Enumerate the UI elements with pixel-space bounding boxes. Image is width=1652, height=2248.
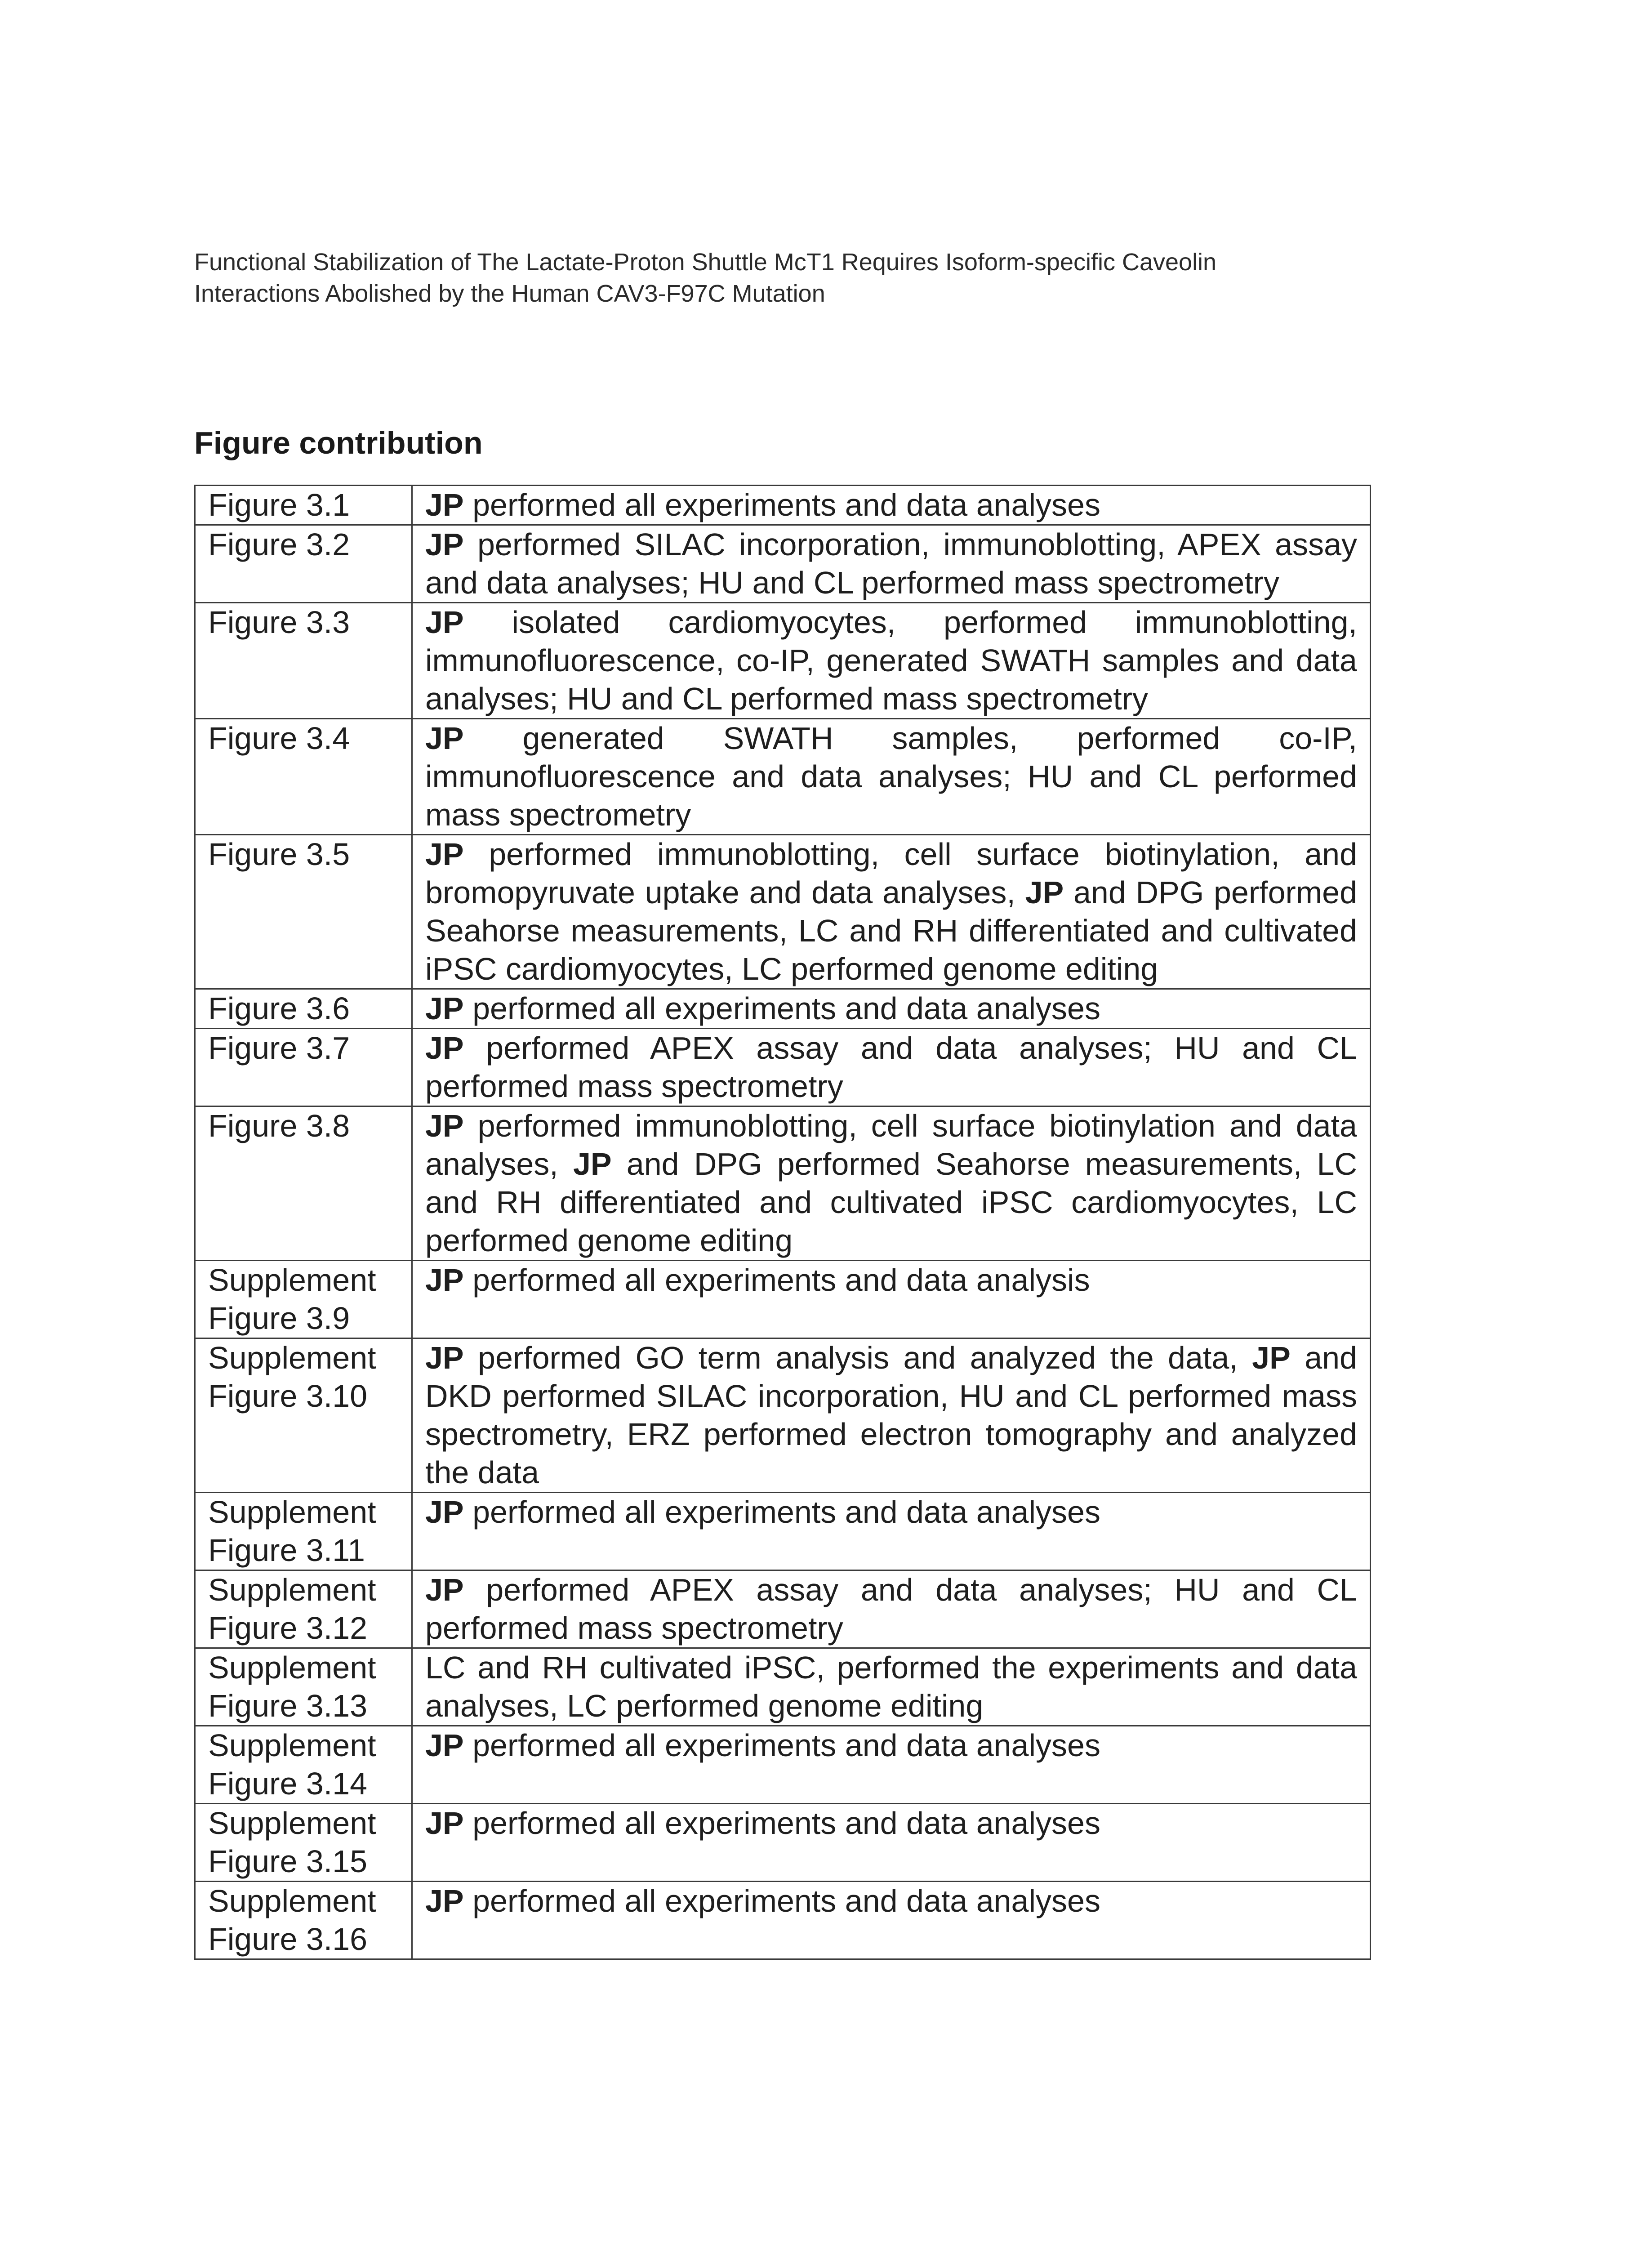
figure-label-cell [195, 1261, 412, 1338]
figure-label-line: Supplement [208, 1883, 376, 1918]
contribution-cell [412, 1726, 1371, 1804]
contribution-text: performed all experiments and data analyses [463, 1494, 1100, 1530]
contribution-text: performed immunoblotting, cell surface biotinylation, and bromopyruvate uptake and data analyses, [425, 837, 1357, 910]
section-title: Figure contribution [194, 425, 483, 460]
figure-label-cell [195, 1029, 412, 1106]
table-row [195, 989, 1371, 1029]
author-initials: JP [573, 1146, 612, 1182]
table-row [195, 1882, 1371, 1959]
contribution-text: and DPG performed Seahorse measurements, LC and RH differentiated and cultivated iPSC cardiomyocytes, LC performed genome editing [425, 1146, 1357, 1258]
running-header [194, 246, 1385, 309]
contribution-cell [412, 1804, 1371, 1882]
author-initials: JP [425, 1572, 464, 1607]
figure-label-line: Figure 3.10 [208, 1378, 368, 1414]
author-initials: JP [425, 1340, 464, 1375]
contribution-text: performed all experiments and data analysis [463, 1262, 1090, 1298]
figure-label-line: Figure 3.6 [208, 991, 350, 1026]
running-header-line-2: Interactions Abolished by the Human CAV3-F97C Mutation [194, 280, 825, 307]
contribution-cell [412, 1261, 1371, 1338]
figure-label-cell [195, 1804, 412, 1882]
author-initials: JP [425, 837, 464, 872]
contribution-cell [412, 1493, 1371, 1570]
figure-label-line: Supplement [208, 1572, 376, 1607]
contribution-text: performed GO term analysis and analyzed the data, [463, 1340, 1252, 1375]
author-initials: JP [425, 1806, 464, 1841]
table-row [195, 1726, 1371, 1804]
author-initials: JP [1025, 875, 1064, 910]
contribution-text: performed all experiments and data analyses [463, 487, 1100, 522]
figure-label-line: Figure 3.1 [208, 487, 350, 522]
contribution-text: LC and RH cultivated iPSC, performed the experiments and data analyses, LC performed genome editing [425, 1650, 1357, 1723]
author-initials: JP [425, 605, 464, 640]
contribution-cell [412, 1338, 1371, 1493]
running-header-line-1: Functional Stabilization of The Lactate-Proton Shuttle McT1 Requires Isoform-specific Caveolin [194, 249, 1217, 276]
author-initials: JP [425, 1108, 464, 1143]
table-row [195, 603, 1371, 719]
figure-label-line: Figure 3.7 [208, 1030, 350, 1066]
figure-label-line: Supplement [208, 1494, 376, 1530]
figure-label-cell [195, 1726, 412, 1804]
figure-label-line: Figure 3.16 [208, 1922, 368, 1957]
figure-label-line: Supplement [208, 1650, 376, 1685]
figure-label-line: Figure 3.3 [208, 605, 350, 640]
figure-label-cell [195, 1338, 412, 1493]
figure-label-cell [195, 989, 412, 1029]
table-row [195, 525, 1371, 603]
table-row [195, 1570, 1371, 1648]
figure-label-cell [195, 1493, 412, 1570]
contribution-cell [412, 1570, 1371, 1648]
contribution-cell [412, 1882, 1371, 1959]
figure-label-cell [195, 1648, 412, 1726]
author-initials: JP [425, 1030, 464, 1066]
figure-label-cell [195, 835, 412, 989]
figure-label-line: Figure 3.14 [208, 1766, 368, 1801]
table-row [195, 486, 1371, 525]
table-row [195, 1648, 1371, 1726]
figure-label-line: Figure 3.11 [208, 1533, 365, 1568]
contribution-text: performed all experiments and data analyses [463, 991, 1100, 1026]
figure-label-line: Figure 3.12 [208, 1610, 368, 1646]
figure-label-line: Figure 3.9 [208, 1301, 350, 1336]
table-row [195, 1493, 1371, 1570]
contribution-cell [412, 525, 1371, 603]
contribution-cell [412, 486, 1371, 525]
figure-label-line: Supplement [208, 1262, 376, 1298]
contribution-text: performed APEX assay and data analyses; HU and CL performed mass spectrometry [425, 1030, 1357, 1104]
figure-label-line: Figure 3.13 [208, 1688, 368, 1723]
figure-label-line: Figure 3.4 [208, 721, 350, 756]
contribution-cell [412, 835, 1371, 989]
figure-label-line: Figure 3.5 [208, 837, 350, 872]
figure-label-line: Figure 3.2 [208, 527, 350, 562]
figure-label-line: Supplement [208, 1806, 376, 1841]
contribution-cell [412, 1029, 1371, 1106]
table-row [195, 1106, 1371, 1261]
contribution-cell [412, 1106, 1371, 1261]
contribution-text: performed all experiments and data analyses [463, 1806, 1100, 1841]
contribution-cell [412, 1648, 1371, 1726]
author-initials: JP [425, 487, 464, 522]
figure-label-line: Figure 3.8 [208, 1108, 350, 1143]
figure-label-cell [195, 719, 412, 835]
figure-label-cell [195, 603, 412, 719]
contribution-cell [412, 603, 1371, 719]
figure-label-line: Supplement [208, 1340, 376, 1375]
contribution-text: generated SWATH samples, performed co-IP, immunofluorescence and data analyses; HU and CL performed mass spectrometry [425, 721, 1357, 832]
figure-label-cell [195, 1570, 412, 1648]
table-row [195, 1029, 1371, 1106]
contribution-text: performed immunoblotting, cell surface biotinylation and data analyses, [425, 1108, 1357, 1182]
figure-label-cell [195, 486, 412, 525]
table-row [195, 1338, 1371, 1493]
contribution-cell [412, 719, 1371, 835]
contribution-text: performed all experiments and data analyses [463, 1728, 1100, 1763]
figure-label-line: Supplement [208, 1728, 376, 1763]
author-initials: JP [425, 1728, 464, 1763]
table-row [195, 1804, 1371, 1882]
table-body [195, 486, 1371, 1959]
figure-label-line: Figure 3.15 [208, 1844, 368, 1879]
contribution-text: and DKD performed SILAC incorporation, HU and CL performed mass spectrometry, ERZ performed electron tomography and analyzed the data [425, 1340, 1357, 1490]
author-initials: JP [425, 1262, 464, 1298]
contribution-text: and DPG performed Seahorse measurements, LC and RH differentiated and cultivated iPSC cardiomyocytes, LC performed genome editing [425, 875, 1358, 986]
figure-label-cell [195, 1106, 412, 1261]
contribution-text: performed SILAC incorporation, immunoblotting, APEX assay and data analyses; HU and CL performed mass spectrometry [425, 527, 1357, 600]
author-initials: JP [425, 1883, 464, 1918]
table-row [195, 719, 1371, 835]
contribution-cell [412, 989, 1371, 1029]
contribution-text: isolated cardiomyocytes, performed immunoblotting, immunofluorescence, co-IP, generated SWATH samples and data analyses; HU and CL performed mass spectrometry [425, 605, 1357, 716]
table-row [195, 835, 1371, 989]
figure-contribution-table [194, 485, 1371, 1960]
figure-label-cell [195, 525, 412, 603]
author-initials: JP [425, 1494, 464, 1530]
author-initials: JP [425, 721, 464, 756]
author-initials: JP [425, 527, 464, 562]
figure-label-cell [195, 1882, 412, 1959]
contribution-text: performed all experiments and data analyses [463, 1883, 1100, 1918]
author-initials: JP [425, 991, 464, 1026]
table-row [195, 1261, 1371, 1338]
author-initials: JP [1252, 1340, 1291, 1375]
contribution-text: performed APEX assay and data analyses; HU and CL performed mass spectrometry [425, 1572, 1357, 1646]
